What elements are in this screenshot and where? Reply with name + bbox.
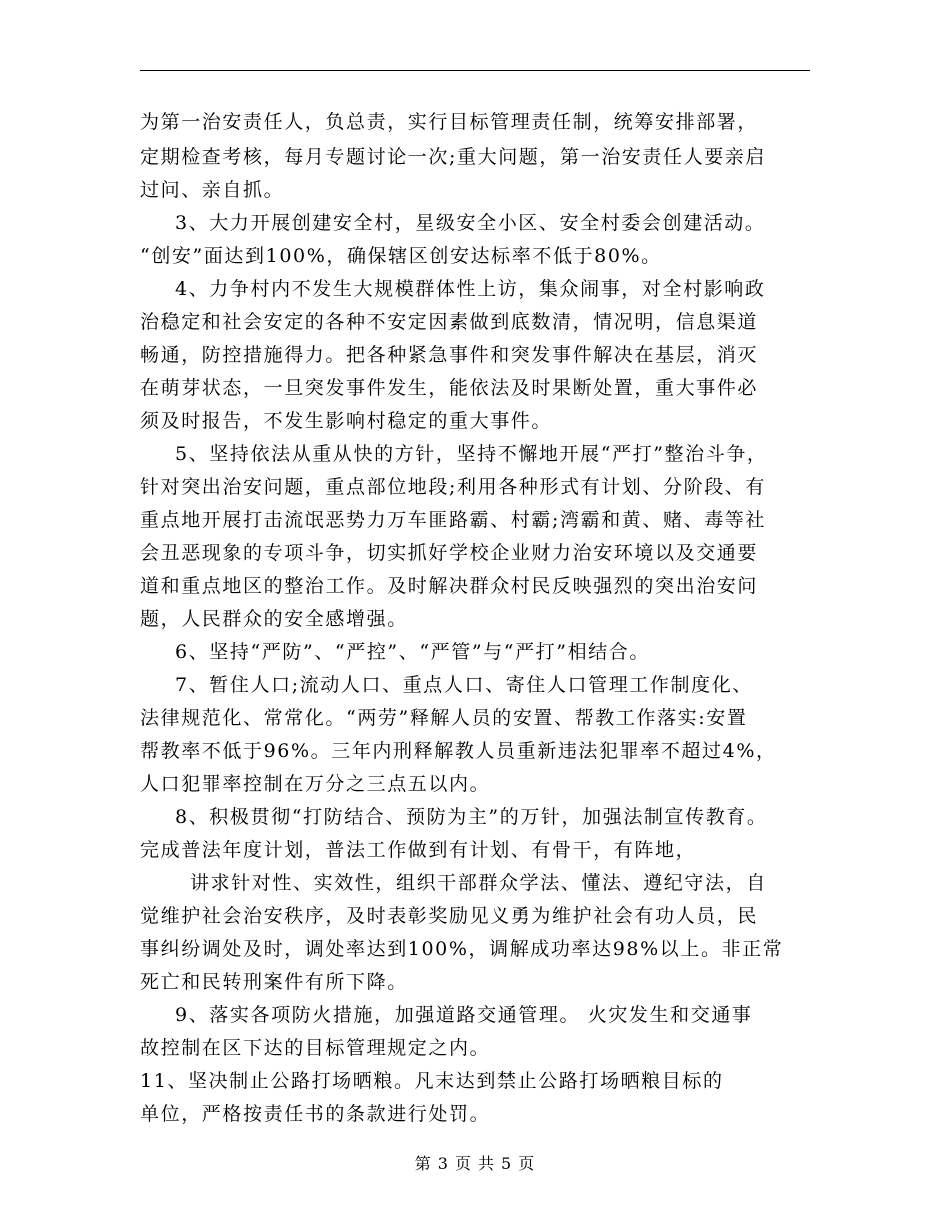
body-line: 死亡和民转刑案件有所下降。 xyxy=(140,971,408,993)
body-line: 7、暂住人口;流动人口、重点人口、寄住人口管理工作制度化、 xyxy=(175,674,753,696)
body-line: 题，人民群众的安全感增强。 xyxy=(140,608,408,630)
body-line: “创安”面达到100%，确保辖区创安达标率不低于80%。 xyxy=(140,245,662,267)
body-line: 定期检查考核，每月专题讨论一次;重大问题，第一治安责任人要亲启 xyxy=(140,146,767,168)
body-line: 须及时报告，不发生影响村稳定的重大事件。 xyxy=(140,410,553,432)
body-line: 9、落实各项防火措施，加强道路交通管理。 火灾发生和交通事 xyxy=(175,1004,753,1026)
body-line: 为第一治安责任人，负总责，实行目标管理责任制，统筹安排部署， xyxy=(140,111,759,133)
body-line: 11、坚决制止公路打场晒粮。凡末达到禁止公路打场晒粮目标的 xyxy=(140,1070,724,1092)
body-line: 在萌芽状态，一旦突发事件发生，能依法及时果断处置，重大事件必 xyxy=(140,377,759,399)
total-page-count: 5 xyxy=(501,1154,513,1173)
body-line: 完成普法年度计划，普法工作做到有计划、有骨干，有阵地， xyxy=(140,839,697,861)
current-page-number: 3 xyxy=(437,1154,449,1173)
body-line: 5、坚持依法从重从快的方针，坚持不懈地开展“严打”整治斗争， xyxy=(175,443,768,465)
footer-suffix: 页 xyxy=(518,1154,536,1173)
body-line: 6、坚持“严防”、“严控”、“严管”与“严打”相结合。 xyxy=(175,641,650,663)
body-line: 法律规范化、常常化。“两劳”释解人员的安置、帮教工作落实:安置 xyxy=(140,707,748,729)
body-line: 讲求针对性、实效性，组织干部群众学法、懂法、遵纪守法，自 xyxy=(190,872,767,894)
body-line: 畅通，防控措施得力。把各种紧急事件和突发事件解决在基层，消灭 xyxy=(140,344,759,366)
footer-middle: 页 共 xyxy=(454,1154,496,1173)
body-line: 道和重点地区的整治工作。及时解决群众村民反映强烈的突出治安问 xyxy=(140,575,759,597)
body-line: 8、积极贯彻“打防结合、预防为主”的万针，加强法制宣传教育。 xyxy=(175,806,768,828)
body-line: 针对突出治安问题，重点部位地段;利用各种形式有计划、分阶段、有 xyxy=(140,476,767,498)
body-line: 事纠纷调处及时，调处率达到100%，调解成功率达98%以上。非正常 xyxy=(140,938,784,960)
body-line: 4、力争村内不发生大规模群体性上访，集众闹事，对全村影响政 xyxy=(175,278,766,300)
page-footer xyxy=(0,1152,950,1176)
body-line: 过问、亲自抓。 xyxy=(140,179,285,201)
body-line: 重点地开展打击流氓恶势力万车匪路霸、村霸;湾霸和黄、赌、毒等社 xyxy=(140,509,767,531)
body-line: 故控制在区下达的目标管理规定之内。 xyxy=(140,1037,491,1059)
body-line: 会丑恶现象的专项斗争，切实抓好学校企业财力治安环境以及交通要 xyxy=(140,542,759,564)
body-line: 治稳定和社会安定的各种不安定因素做到底数清，情况明，信息渠道 xyxy=(140,311,759,333)
body-line: 人口犯罪率控制在万分之三点五以内。 xyxy=(140,773,491,795)
body-line: 单位，严格按责任书的条款进行处罚。 xyxy=(140,1103,491,1125)
body-line: 3、大力开展创建安全村，星级安全小区、安全村委会创建活动。 xyxy=(175,212,766,234)
body-line: 帮教率不低于96%。三年内刑释解教人员重新违法犯罪率不超过4%， xyxy=(140,740,777,762)
body-line: 觉维护社会治安秩序，及时表彰奖励见义勇为维护社会有功人员，民 xyxy=(140,905,759,927)
footer-prefix: 第 xyxy=(414,1154,432,1173)
